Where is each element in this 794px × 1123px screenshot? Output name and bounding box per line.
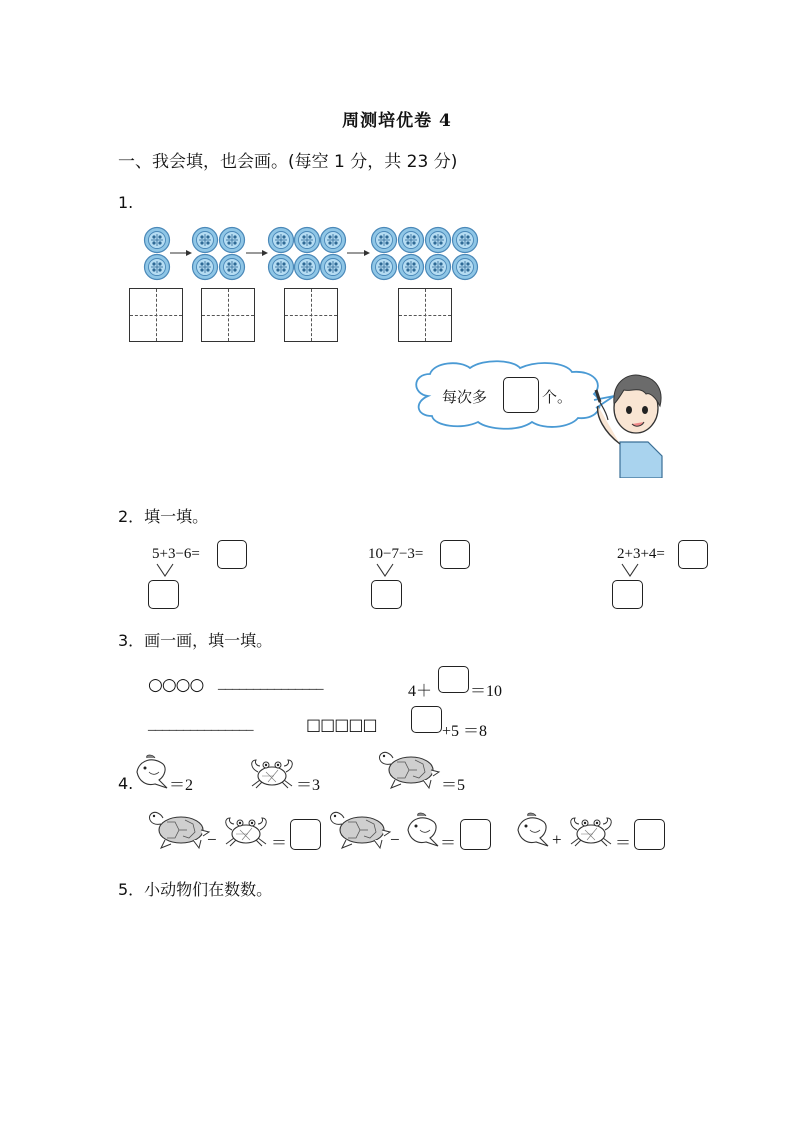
question-3-label: 3．画一画，填一填。 (118, 631, 273, 650)
crab-icon (222, 812, 270, 850)
circles-row: ○○○○ (148, 675, 204, 695)
eq-row1-a: 4＋ (408, 683, 433, 700)
turtle-icon (145, 808, 211, 852)
split-mark-icon (155, 563, 175, 578)
equals-sign: ＝ (440, 835, 457, 852)
bubble-text-suffix: 个。 (542, 388, 573, 406)
squares-row: □□□□□ (306, 715, 377, 734)
split-answer-box-1[interactable] (148, 580, 179, 609)
crab-value: ＝3 (296, 777, 321, 794)
equation-3: 2+3+4= (617, 546, 665, 562)
fish-icon (133, 754, 169, 792)
split-answer-box-3[interactable] (612, 580, 643, 609)
bubble-text-prefix: 每次多 (442, 388, 488, 406)
answer-grid-1[interactable] (129, 288, 183, 342)
eq-row2: +5 ＝8 (442, 723, 488, 740)
turtle-icon (375, 748, 441, 792)
question-5-label: 5．小动物们在数数。 (118, 880, 273, 899)
crab-icon (567, 812, 615, 850)
equation-2: 10−7−3= (368, 546, 424, 562)
answer-box-eq2[interactable] (440, 540, 470, 569)
question-4-number: 4. (118, 774, 134, 793)
button-icon (145, 255, 170, 280)
answer-box-row1[interactable] (438, 666, 469, 693)
turtle-value: ＝5 (441, 777, 466, 794)
draw-line-2[interactable]: _______________ (148, 717, 253, 733)
equation-1: 5+3−6= (152, 546, 200, 562)
split-mark-icon (375, 563, 395, 578)
plus-sign: + (552, 830, 562, 849)
answer-box-eq3[interactable] (678, 540, 708, 569)
turtle-icon (326, 808, 392, 852)
fish-icon (404, 812, 440, 850)
question-2-label: 2．填一填。 (118, 507, 209, 526)
answer-box-q4-3[interactable] (634, 819, 665, 850)
answer-box-q4-2[interactable] (460, 819, 491, 850)
button-groups-illustration (140, 222, 490, 284)
answer-box-row2[interactable] (411, 706, 442, 733)
section-heading: 一、我会填，也会画。(每空 1 分，共 23 分) (118, 152, 458, 172)
answer-box-q4-1[interactable] (290, 819, 321, 850)
crab-icon (248, 754, 296, 792)
equals-sign: ＝ (271, 835, 288, 852)
eq-row1-b: ＝10 (470, 683, 503, 700)
answer-grid-3[interactable] (284, 288, 338, 342)
answer-box-eq1[interactable] (217, 540, 247, 569)
boy-illustration (590, 370, 672, 478)
minus-sign: − (207, 830, 217, 849)
answer-grid-2[interactable] (201, 288, 255, 342)
fish-icon (514, 812, 550, 850)
page-title: 周测培优卷 4 (342, 111, 452, 131)
split-mark-icon (620, 563, 640, 578)
bubble-answer-box[interactable] (503, 377, 539, 413)
question-1-number: 1. (118, 193, 134, 212)
equals-sign: ＝ (615, 835, 632, 852)
draw-line-1[interactable]: _______________ (218, 676, 323, 692)
fish-value: ＝2 (169, 777, 194, 794)
split-answer-box-2[interactable] (371, 580, 402, 609)
answer-grid-4[interactable] (398, 288, 452, 342)
button-icon (145, 228, 170, 253)
minus-sign: − (390, 830, 400, 849)
